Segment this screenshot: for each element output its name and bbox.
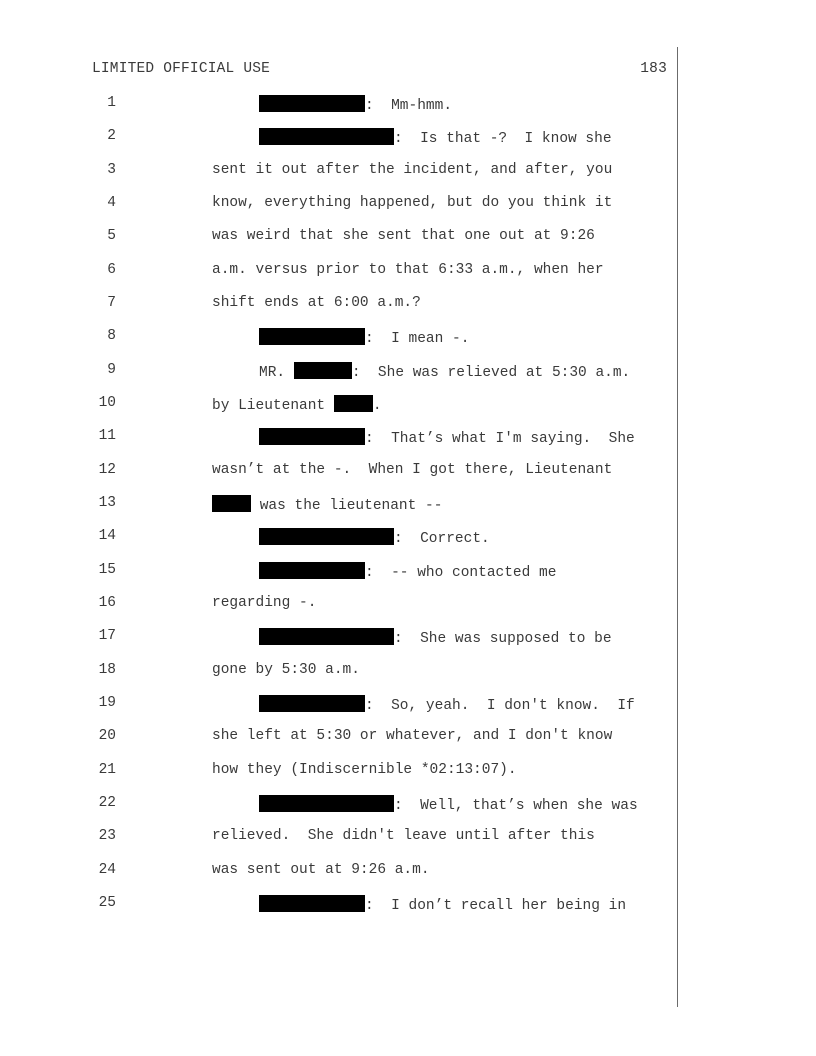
line-number: 7 (107, 294, 116, 311)
line-number: 23 (98, 828, 116, 845)
line-text-segment: MR. (259, 364, 294, 381)
line-text (212, 395, 382, 414)
line-text-segment: : Correct. (394, 531, 490, 548)
redaction-block (212, 495, 251, 512)
line-text (212, 228, 595, 244)
line-text (259, 95, 452, 114)
redaction-block (334, 395, 373, 412)
line-text-segment: . (372, 397, 382, 414)
line-text (212, 295, 421, 311)
line-text-segment: : -- who contacted me (365, 564, 557, 581)
line-text-segment: : That’s what I'm saying. She (365, 431, 635, 448)
line-text (259, 528, 490, 547)
transcript-line (0, 820, 677, 853)
line-number: 4 (107, 194, 116, 211)
transcript-line (0, 187, 677, 220)
line-text-segment: a.m. versus prior to that 6:33 a.m., when her (212, 261, 604, 278)
line-text (212, 828, 595, 844)
line-text-segment: : Is that -? I know she (394, 131, 612, 148)
line-text (212, 262, 604, 278)
line-text (212, 662, 360, 678)
line-text-segment: relieved. She didn't leave until after this (212, 828, 595, 845)
line-number: 19 (98, 694, 116, 711)
line-text-segment: regarding -. (212, 594, 317, 611)
transcript-line (0, 587, 677, 620)
transcript-line (0, 754, 677, 787)
redaction-block (259, 695, 365, 712)
line-number: 22 (98, 794, 116, 811)
line-number: 1 (107, 95, 116, 111)
transcript-line (0, 154, 677, 187)
line-number: 16 (98, 594, 116, 611)
line-number: 25 (98, 894, 116, 911)
transcript-line (0, 354, 677, 387)
transcript-line (0, 554, 677, 587)
line-text (259, 562, 556, 581)
transcript-line (0, 320, 677, 353)
line-number: 21 (98, 761, 116, 778)
line-text (259, 362, 630, 381)
line-number: 13 (98, 494, 116, 511)
line-text (212, 762, 517, 778)
line-text (212, 595, 316, 611)
line-number: 5 (107, 228, 116, 245)
transcript-line (0, 387, 677, 420)
redaction-block (259, 528, 394, 545)
transcript-line (0, 87, 677, 120)
line-text (259, 795, 638, 814)
redaction-block (259, 562, 365, 579)
redaction-block (259, 328, 365, 345)
line-text (259, 428, 635, 447)
transcript-line (0, 887, 677, 920)
line-text-segment: : So, yeah. I don't know. If (365, 697, 635, 714)
redaction-block (259, 795, 394, 812)
transcript-line (0, 220, 677, 253)
line-text (212, 495, 442, 514)
line-number: 17 (98, 628, 116, 645)
redaction-block (259, 628, 394, 645)
line-text-segment: : Well, that’s when she was (394, 797, 638, 814)
line-text-segment: sent it out after the incident, and after, you (212, 161, 613, 178)
line-number: 20 (98, 728, 116, 745)
line-text-segment: : I mean -. (365, 331, 470, 348)
line-number: 14 (98, 528, 116, 545)
transcript-line (0, 854, 677, 887)
redaction-block (259, 895, 365, 912)
line-number: 8 (107, 328, 116, 345)
line-text-segment: how they (Indiscernible *02:13:07). (212, 761, 517, 778)
line-text (259, 328, 469, 347)
line-text-segment: by Lieutenant (212, 397, 334, 414)
line-text (259, 695, 635, 714)
line-number: 15 (98, 561, 116, 578)
transcript-line (0, 254, 677, 287)
line-text (212, 862, 430, 878)
line-text (259, 128, 612, 147)
line-text-segment: gone by 5:30 a.m. (212, 661, 360, 678)
transcript-line (0, 687, 677, 720)
transcript-line (0, 654, 677, 687)
line-text-segment: was weird that she sent that one out at 9:26 (212, 228, 595, 245)
line-number: 24 (98, 861, 116, 878)
transcript-line (0, 520, 677, 553)
line-text (212, 162, 612, 178)
line-text-segment: : Mm-hmm. (365, 98, 453, 114)
redaction-block (259, 95, 365, 112)
transcript-line (0, 287, 677, 320)
line-number: 10 (98, 394, 116, 411)
line-text (212, 728, 612, 744)
transcript-line (0, 120, 677, 153)
transcript-line (0, 620, 677, 653)
line-text-segment: shift ends at 6:00 a.m.? (212, 294, 421, 311)
transcript-line (0, 720, 677, 753)
transcript-line (0, 787, 677, 820)
line-text (259, 628, 612, 647)
header-classification: LIMITED OFFICIAL USE (92, 61, 271, 77)
line-number: 2 (107, 128, 116, 145)
transcript-line (0, 487, 677, 520)
line-number: 3 (107, 161, 116, 178)
redaction-block (259, 428, 365, 445)
line-text (212, 195, 612, 211)
redaction-block (294, 362, 352, 379)
line-number: 6 (107, 261, 116, 278)
line-number: 12 (98, 461, 116, 478)
line-text (212, 462, 612, 478)
line-text-segment: was sent out at 9:26 a.m. (212, 861, 430, 878)
line-text-segment: know, everything happened, but do you think it (212, 194, 613, 211)
line-text-segment: : She was relieved at 5:30 a.m. (351, 364, 631, 381)
line-text-segment: : I don’t recall her being in (365, 897, 627, 914)
line-number: 9 (107, 361, 116, 378)
margin-rule (677, 47, 678, 1007)
page-number: 183 (640, 61, 667, 77)
redaction-block (259, 128, 394, 145)
line-number: 11 (98, 428, 116, 445)
line-text (259, 895, 626, 914)
transcript-line (0, 420, 677, 453)
line-text-segment: wasn’t at the -. When I got there, Lieutenant (212, 461, 613, 478)
line-number: 18 (98, 661, 116, 678)
transcript-line (0, 454, 677, 487)
line-text-segment: : She was supposed to be (394, 631, 612, 648)
line-text-segment: was the lieutenant -- (251, 497, 443, 514)
line-text-segment: she left at 5:30 or whatever, and I don't know (212, 728, 613, 745)
